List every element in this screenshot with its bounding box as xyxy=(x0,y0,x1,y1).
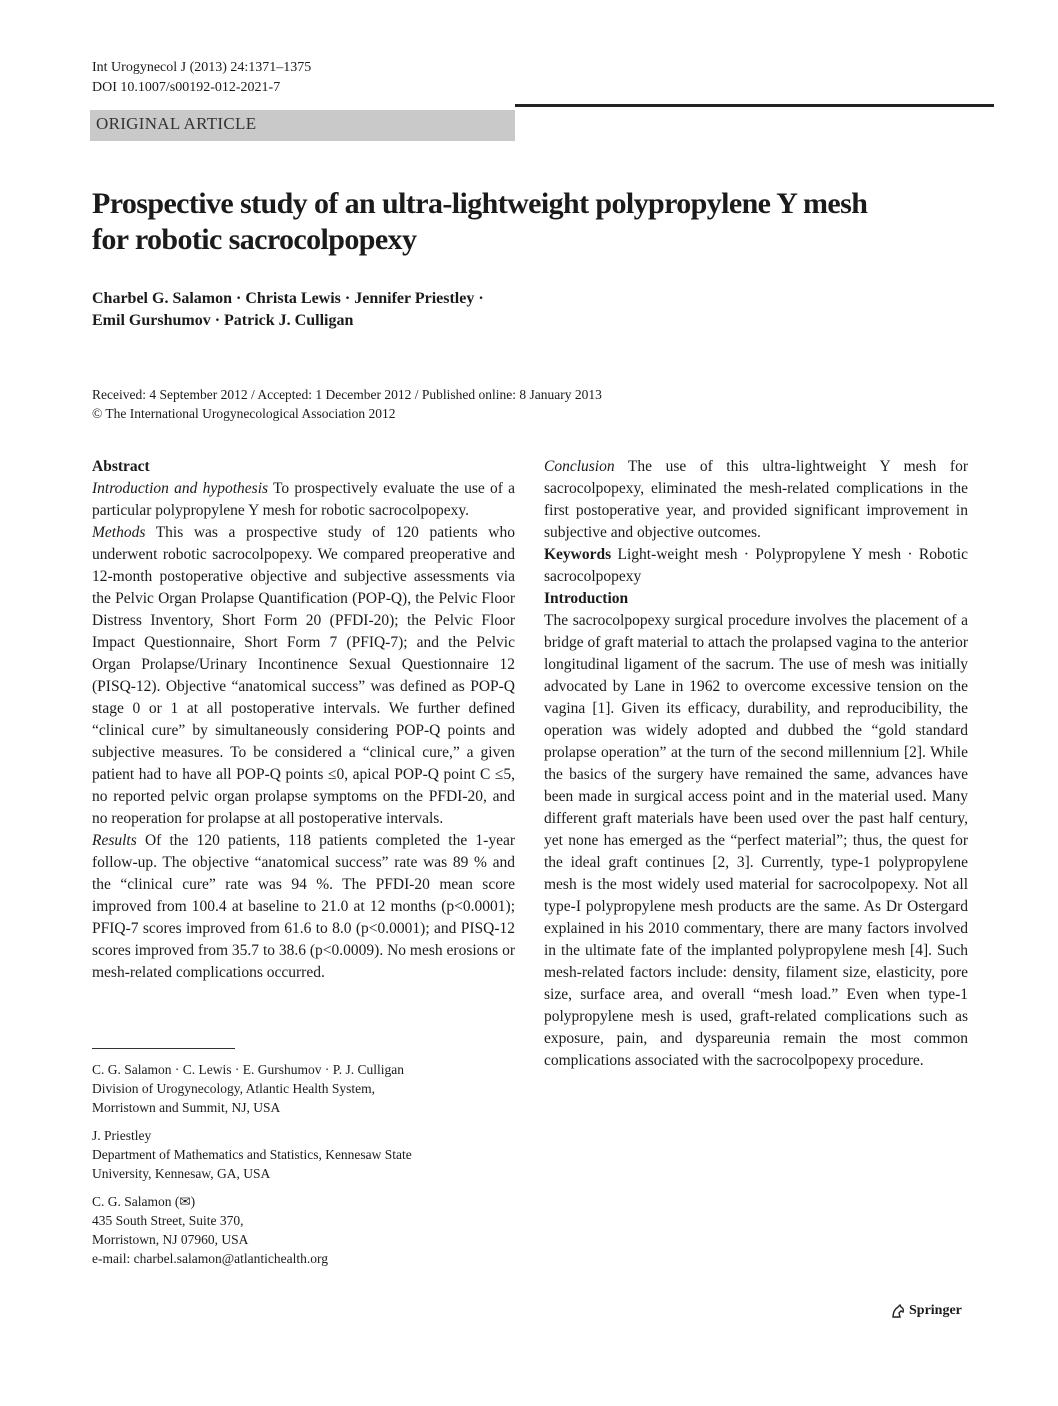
keywords-label: Keywords xyxy=(544,546,612,563)
title-line-1: Prospective study of an ultra-lightweight polypropylene Y mesh xyxy=(92,187,868,220)
abstract-conclusion xyxy=(544,456,968,544)
right-column xyxy=(544,456,968,1072)
doi: DOI 10.1007/s00192-012-2021-7 xyxy=(92,80,281,95)
keywords-text: Light-weight mesh · Polypropylene Y mesh · Robotic sacrocolpopexy xyxy=(544,546,968,585)
abstract-methods xyxy=(92,522,515,830)
abstract-introduction xyxy=(92,478,515,522)
keywords xyxy=(544,544,968,588)
section-label: ORIGINAL ARTICLE xyxy=(96,114,257,133)
affiliation-2 xyxy=(92,1126,515,1183)
affiliation-2-location: University, Kennesaw, GA, USA xyxy=(92,1166,271,1181)
intro-label: Introduction and hypothesis xyxy=(92,480,269,497)
publication-dates xyxy=(92,385,792,423)
correspondence-street: 435 South Street, Suite 370, xyxy=(92,1213,244,1228)
results-label: Results xyxy=(92,832,137,849)
affiliation-2-authors: J. Priestley xyxy=(92,1128,152,1143)
article-title xyxy=(92,186,972,258)
affiliation-1 xyxy=(92,1060,515,1117)
introduction-heading: Introduction xyxy=(544,590,629,607)
conclusion-text: The use of this ultra-lightweight Y mesh for sacrocolpopexy, eliminated the mesh-related complications in the first postoperative year, and provided significant improvement in subjective and objective outcomes. xyxy=(544,458,968,541)
springer-horse-icon xyxy=(890,1303,906,1319)
affiliation-1-dept: Division of Urogynecology, Atlantic Health System, xyxy=(92,1081,375,1096)
introduction-body: The sacrocolpopexy surgical procedure involves the placement of a bridge of graft material to attach the prolapsed vagina to the anterior longitudinal ligament of the sacrum. The use of mesh was initially advocated by Lane in 1962 to overcome excessive tension on the vagina [1]. Given its efficacy, durability, and reproducibility, the operation was widely adopted and dubbed the “gold standard prolapse operation” at the turn of the second millennium [2]. While the basics of the surgery have remained the same, advances have been made in surgical access point and in the material used. Many different graft materials have been used over the past half century, yet none has emerged as the “perfect material”; thus, the quest for the ideal graft continues [2, 3]. Currently, type-1 polypropylene mesh is the most widely used material for sacrocolpopexy. Not all type-I polypropylene mesh products are the same. As Dr Ostergard explained in his 2010 commentary, there are many factors involved in the ultimate fate of the implanted polypropylene mesh [4]. Such mesh-related factors include: density, filament size, elasticity, pore size, surface area, and overall “mesh load.” Even when type-1 polypropylene mesh is used, graft-related complications such as exposure, pain, and dyspareunia remain the most common complications associated with the sacrocolpopexy procedure. xyxy=(544,612,968,1069)
correspondence-email[interactable]: e-mail: charbel.salamon@atlantichealth.org xyxy=(92,1251,328,1266)
footnote-rule xyxy=(92,1048,235,1049)
affiliations xyxy=(92,1060,515,1277)
results-text: Of the 120 patients, 118 patients completed the 1-year follow-up. The objective “anatomical success” rate was 89 % and the “clinical cure” rate was 94 %. The PFDI-20 mean score improved from 100.4 at baseline to 21.0 at 12 months (p<0.0001); PFIQ-7 scores improved from 61.6 to 8.0 (p<0.0001); and PISQ-12 scores improved from 35.7 to 38.6 (p<0.0009). No mesh erosions or mesh-related complications occurred. xyxy=(92,832,515,981)
correspondence-name: C. G. Salamon (✉) xyxy=(92,1194,196,1209)
abstract-results xyxy=(92,830,515,984)
affiliation-1-authors: C. G. Salamon · C. Lewis · E. Gurshumov · P. J. Culligan xyxy=(92,1062,404,1077)
methods-text: This was a prospective study of 120 patients who underwent robotic sacrocolpopexy. We compared preoperative and 12-month postoperative objective and subjective assessments via the Pelvic Organ Prolapse Quantification (POP-Q), the Pelvic Floor Distress Inventory, Short Form 20 (PFDI-20); the Pelvic Floor Impact Questionnaire, Short Form 7 (PFIQ-7); and the Pelvic Organ Prolapse/Urinary Incontinence Sexual Questionnaire 12 (PISQ-12). Objective “anatomical success” was defined as POP-Q stage 0 or 1 at all postoperative intervals. We further defined “clinical cure” by simultaneously considering POP-Q points and subjective measures. To be considered a “clinical cure,” a given patient had to have all POP-Q points ≤0, apical POP-Q point C ≤5, no reported pelvic organ prolapse symptoms on the PFDI-20, and no reoperation for prolapse at all postoperative intervals. xyxy=(92,524,515,827)
intro-text: To prospectively evaluate the use of a particular polypropylene Y mesh for robotic sacrocolpopexy. xyxy=(92,480,515,519)
authors-line-2: Emil Gurshumov · Patrick J. Culligan xyxy=(92,312,354,329)
conclusion-label: Conclusion xyxy=(544,458,615,475)
journal-citation: Int Urogynecol J (2013) 24:1371–1375 xyxy=(92,60,312,75)
affiliation-1-location: Morristown and Summit, NJ, USA xyxy=(92,1100,281,1115)
abstract-heading: Abstract xyxy=(92,458,150,475)
title-line-2: for robotic sacrocolpopexy xyxy=(92,223,417,256)
abstract-column xyxy=(92,456,515,984)
affiliation-2-dept: Department of Mathematics and Statistics, Kennesaw State xyxy=(92,1147,412,1162)
copyright: © The International Urogynecological Association 2012 xyxy=(92,406,396,421)
date-history: Received: 4 September 2012 / Accepted: 1 December 2012 / Published online: 8 January 2013 xyxy=(92,387,602,402)
header-rule xyxy=(515,104,994,107)
publisher-logo xyxy=(890,1303,962,1319)
section-bar xyxy=(90,110,515,141)
author-list xyxy=(92,288,792,332)
journal-header xyxy=(92,58,311,98)
correspondence xyxy=(92,1192,515,1268)
authors-line-1: Charbel G. Salamon · Christa Lewis · Jennifer Priestley · xyxy=(92,290,484,307)
methods-label: Methods xyxy=(92,524,146,541)
correspondence-city: Morristown, NJ 07960, USA xyxy=(92,1232,249,1247)
publisher-name: Springer xyxy=(909,1303,962,1318)
